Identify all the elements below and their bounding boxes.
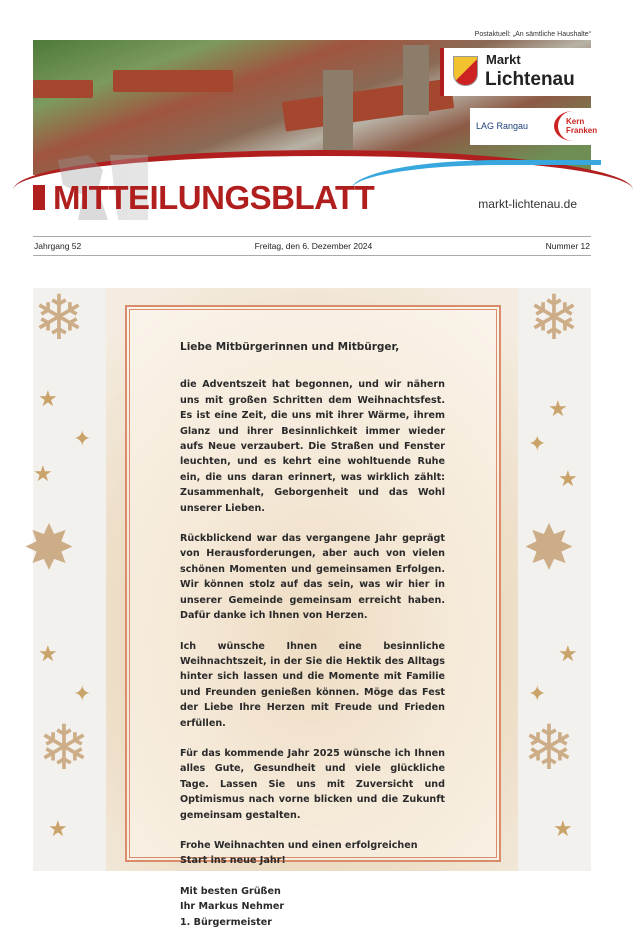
letter-greeting: Liebe Mitbürgerinnen und Mitbürger,: [180, 341, 400, 353]
issue-date: Freitag, den 6. Dezember 2024: [254, 241, 373, 251]
lag-rangau-logo: LAG Rangau: [476, 121, 529, 131]
logo-lichtenau: Lichtenau: [485, 69, 575, 90]
publication-title: MITTEILUNGSBLATT: [33, 180, 374, 216]
partner-logos: [470, 108, 598, 145]
letter-paragraph: die Adventszeit hat begonnen, und wir nähern uns mit großen Schritten dem Weihnachtsfest. Es ist eine Zeit, die uns mit ihrer Wärme, ihrem Glanz und ihrer Besinnlichkeit immer wieder aufs Neue verzaubert. Die Straßen und Fenster leuchten, und es kehrt eine wohltuende Ruhe ein, die uns daran erinnert, was wirklich zählt: Zusammenhalt, Geborgenheit und das Wohl unserer Lieben.: [180, 379, 445, 514]
letter-closing: Mit besten Grüßen: [180, 885, 281, 897]
website-link[interactable]: markt-lichtenau.de: [478, 197, 577, 211]
signatory-name: Ihr Markus Nehmer: [180, 901, 285, 913]
letter-paragraph: Ich wünsche Ihnen eine besinnliche Weihnachtszeit, in der Sie die Hektik des Alltags hinter sich lassen und die Momente mit Familie und Freunden genießen können. Möge das Fest der Liebe Ihre Herzen mit Freude und Frieden erfüllen.: [180, 640, 445, 729]
kern-franken-logo: [554, 111, 598, 141]
kern-text: Kern: [566, 117, 585, 126]
markt-lichtenau-logo: [440, 48, 591, 96]
letter-paragraph: Frohe Weihnachten und einen erfolgreichen Start ins neue Jahr!: [180, 839, 418, 867]
franken-text: Franken: [566, 126, 598, 135]
postaktuell-note: Postaktuell: „An sämtliche Haushalte“: [474, 31, 591, 38]
issue-number: Nummer 12: [545, 241, 590, 251]
coat-of-arms-icon: [453, 56, 478, 86]
logo-markt: Markt: [486, 52, 521, 67]
left-star-border: ❄ ★ ✦ ★ ✸ ★ ✦ ❄ ★: [33, 288, 106, 871]
issue-info-bar: [33, 236, 591, 256]
christmas-letter: [180, 340, 445, 930]
volume: Jahrgang 52: [34, 241, 82, 251]
letter-paragraph: Für das kommende Jahr 2025 wünsche ich Ihnen alles Gute, Gesundheit und viele glückliche Tage. Lassen Sie uns mit Zuversicht und Optimismus nach vorne blicken und die Zukunft gemeinsam gestalten.: [180, 747, 445, 821]
right-star-border: ❄ ★ ✦ ★ ✸ ★ ✦ ❄ ★: [518, 288, 591, 871]
letter-paragraph: Rückblickend war das vergangene Jahr geprägt von Herausforderungen, aber auch von vielen schönen Momenten und gemeinsamen Erfolgen. Wir können stolz auf das sein, was wir hier in unserer Gemeinde gemeinsam erreicht haben. Dafür danke ich Ihnen von Herzen.: [180, 533, 445, 622]
signatory-role: 1. Bürgermeister: [180, 916, 272, 928]
